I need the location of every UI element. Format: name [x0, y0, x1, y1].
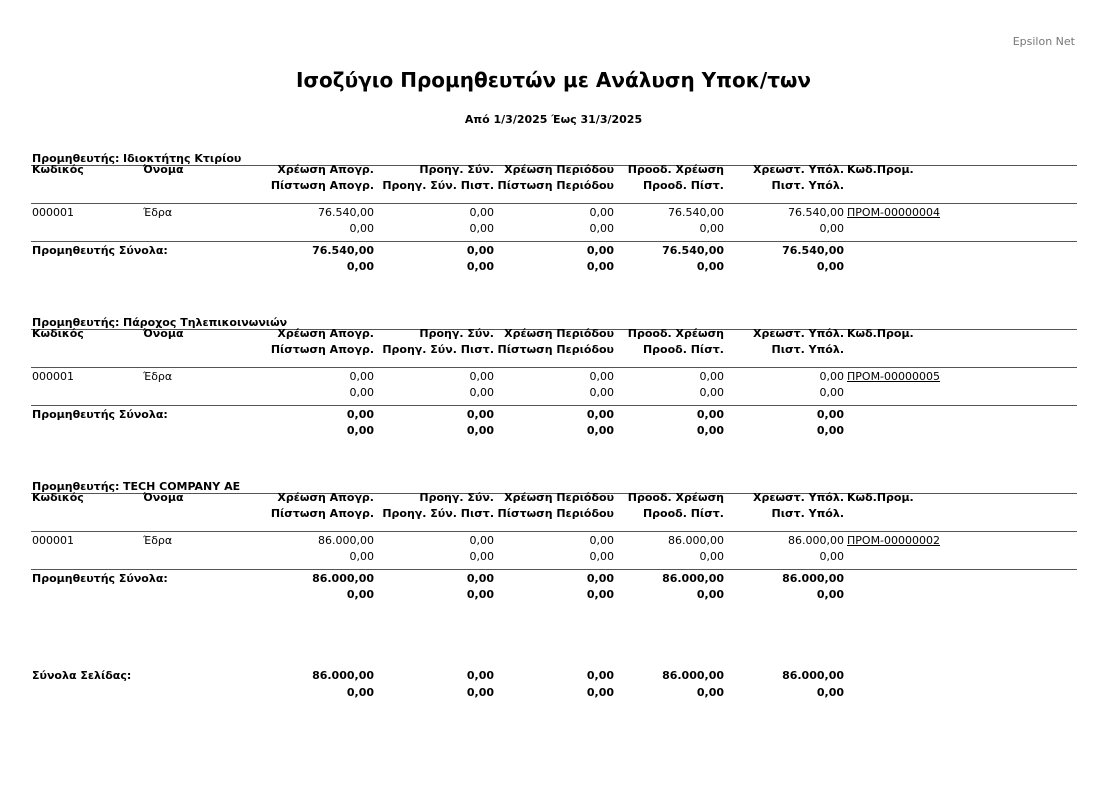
- col-supplier-code: Κωδ.Προμ.: [847, 327, 914, 340]
- total-bal-credit: 0,00: [816, 424, 844, 437]
- header-bottom-rule: [31, 531, 1077, 532]
- supplier-heading-label: Προμηθευτής:: [32, 316, 120, 329]
- supplier-name: Πάροχος Τηλεπικοινωνιών: [123, 316, 288, 329]
- row-prev-credit: 0,00: [469, 550, 494, 563]
- row-name: Έδρα: [143, 206, 173, 219]
- row-period-debit: 0,00: [589, 206, 614, 219]
- totals-rule: [31, 569, 1077, 570]
- col-code: Κωδικός: [32, 491, 84, 504]
- row-cum-credit: 0,00: [699, 550, 724, 563]
- col-period-debit: Χρέωση Περιόδου: [504, 327, 614, 340]
- total-bal-credit: 0,00: [816, 588, 844, 601]
- col-supplier-code: Κωδ.Προμ.: [847, 491, 914, 504]
- total-period-credit: 0,00: [586, 260, 614, 273]
- supplier-section: [0, 479, 1097, 609]
- col-credit-opening: Πίστωση Απογρ.: [270, 179, 374, 192]
- col-period-debit: Χρέωση Περιόδου: [504, 163, 614, 176]
- total-bal-debit: 76.540,00: [782, 244, 844, 257]
- supplier-totals-label: Προμηθευτής Σύνολα:: [32, 408, 168, 421]
- row-code: 000001: [32, 206, 74, 219]
- col-cum-credit: Προοδ. Πίστ.: [642, 507, 724, 520]
- brand-label: Epsilon Net: [1012, 35, 1075, 48]
- row-cum-debit: 0,00: [699, 370, 724, 383]
- col-bal-credit: Πιστ. Υπόλ.: [771, 179, 844, 192]
- page-total-value: 0,00: [586, 669, 614, 682]
- row-debit-opening: 76.540,00: [318, 206, 374, 219]
- total-period-credit: 0,00: [586, 424, 614, 437]
- row-cum-credit: 0,00: [699, 222, 724, 235]
- col-credit-opening: Πίστωση Απογρ.: [270, 343, 374, 356]
- total-cum-credit: 0,00: [696, 588, 724, 601]
- col-code: Κωδικός: [32, 163, 84, 176]
- supplier-totals-label: Προμηθευτής Σύνολα:: [32, 244, 168, 257]
- row-bal-credit: 0,00: [819, 550, 844, 563]
- row-code: 000001: [32, 370, 74, 383]
- col-cum-debit: Προοδ. Χρέωση: [627, 327, 724, 340]
- col-bal-debit: Χρεωστ. Υπόλ.: [753, 163, 844, 176]
- col-period-debit: Χρέωση Περιόδου: [504, 491, 614, 504]
- row-debit-opening: 0,00: [349, 370, 374, 383]
- total-credit-opening: 0,00: [346, 424, 374, 437]
- row-prev-credit: 0,00: [469, 386, 494, 399]
- col-name: Όνομα: [143, 327, 184, 340]
- col-bal-debit: Χρεωστ. Υπόλ.: [753, 491, 844, 504]
- row-bal-debit: 76.540,00: [788, 206, 844, 219]
- header-bottom-rule: [31, 367, 1077, 368]
- total-cum-credit: 0,00: [696, 260, 724, 273]
- total-prev-debit: 0,00: [466, 572, 494, 585]
- supplier-code-link[interactable]: ΠΡΟΜ-00000005: [847, 370, 941, 383]
- supplier-section: [0, 315, 1097, 445]
- row-period-debit: 0,00: [589, 370, 614, 383]
- total-credit-opening: 0,00: [346, 588, 374, 601]
- supplier-section: [0, 151, 1097, 281]
- total-prev-credit: 0,00: [466, 424, 494, 437]
- total-credit-opening: 0,00: [346, 260, 374, 273]
- total-bal-credit: 0,00: [816, 260, 844, 273]
- page-total-value: 86.000,00: [312, 669, 374, 682]
- row-name: Έδρα: [143, 370, 173, 383]
- supplier-totals-label: Προμηθευτής Σύνολα:: [32, 572, 168, 585]
- supplier-name: TECH COMPANY AE: [123, 480, 241, 493]
- total-cum-debit: 76.540,00: [662, 244, 724, 257]
- col-bal-debit: Χρεωστ. Υπόλ.: [753, 327, 844, 340]
- row-prev-debit: 0,00: [469, 534, 494, 547]
- col-debit-opening: Χρέωση Απογρ.: [277, 163, 374, 176]
- col-cum-credit: Προοδ. Πίστ.: [642, 179, 724, 192]
- total-period-debit: 0,00: [586, 572, 614, 585]
- total-cum-debit: 86.000,00: [662, 572, 724, 585]
- col-cum-credit: Προοδ. Πίστ.: [642, 343, 724, 356]
- total-prev-credit: 0,00: [466, 260, 494, 273]
- total-cum-debit: 0,00: [696, 408, 724, 421]
- page-total-value: 0,00: [696, 686, 724, 699]
- supplier-code-link[interactable]: ΠΡΟΜ-00000002: [847, 534, 941, 547]
- total-cum-credit: 0,00: [696, 424, 724, 437]
- total-debit-opening: 86.000,00: [312, 572, 374, 585]
- page-totals: [0, 668, 1097, 798]
- col-debit-opening: Χρέωση Απογρ.: [277, 491, 374, 504]
- supplier-code-link[interactable]: ΠΡΟΜ-00000004: [847, 206, 941, 219]
- col-period-credit: Πίστωση Περιόδου: [497, 343, 614, 356]
- col-prev-debit: Προηγ. Σύν.: [419, 491, 494, 504]
- row-cum-credit: 0,00: [699, 386, 724, 399]
- row-period-debit: 0,00: [589, 534, 614, 547]
- page-totals-label: Σύνολα Σελίδας:: [32, 669, 132, 682]
- page-total-value: 0,00: [816, 686, 844, 699]
- page-total-value: 0,00: [586, 686, 614, 699]
- row-prev-debit: 0,00: [469, 206, 494, 219]
- col-name: Όνομα: [143, 163, 184, 176]
- col-prev-credit: Προηγ. Σύν. Πιστ.: [382, 343, 494, 356]
- row-name: Έδρα: [143, 534, 173, 547]
- row-period-credit: 0,00: [589, 222, 614, 235]
- row-credit-opening: 0,00: [349, 386, 374, 399]
- total-period-credit: 0,00: [586, 588, 614, 601]
- total-bal-debit: 86.000,00: [782, 572, 844, 585]
- total-debit-opening: 76.540,00: [312, 244, 374, 257]
- col-period-credit: Πίστωση Περιόδου: [497, 179, 614, 192]
- header-bottom-rule: [31, 203, 1077, 204]
- supplier-heading-label: Προμηθευτής:: [32, 152, 120, 165]
- row-bal-credit: 0,00: [819, 386, 844, 399]
- page-total-value: 86.000,00: [662, 669, 724, 682]
- total-bal-debit: 0,00: [816, 408, 844, 421]
- total-debit-opening: 0,00: [346, 408, 374, 421]
- row-prev-credit: 0,00: [469, 222, 494, 235]
- col-bal-credit: Πιστ. Υπόλ.: [771, 343, 844, 356]
- col-cum-debit: Προοδ. Χρέωση: [627, 163, 724, 176]
- page-total-value: 0,00: [466, 686, 494, 699]
- col-prev-debit: Προηγ. Σύν.: [419, 327, 494, 340]
- row-period-credit: 0,00: [589, 386, 614, 399]
- col-prev-credit: Προηγ. Σύν. Πιστ.: [382, 179, 494, 192]
- row-period-credit: 0,00: [589, 550, 614, 563]
- row-credit-opening: 0,00: [349, 222, 374, 235]
- row-bal-debit: 0,00: [819, 370, 844, 383]
- totals-rule: [31, 405, 1077, 406]
- col-code: Κωδικός: [32, 327, 84, 340]
- report-period: Από 1/3/2025 Έως 31/3/2025: [464, 113, 643, 126]
- col-period-credit: Πίστωση Περιόδου: [497, 507, 614, 520]
- row-debit-opening: 86.000,00: [318, 534, 374, 547]
- col-supplier-code: Κωδ.Προμ.: [847, 163, 914, 176]
- page-total-value: 0,00: [466, 669, 494, 682]
- col-cum-debit: Προοδ. Χρέωση: [627, 491, 724, 504]
- page-total-value: 86.000,00: [782, 669, 844, 682]
- col-prev-debit: Προηγ. Σύν.: [419, 163, 494, 176]
- row-cum-debit: 76.540,00: [668, 206, 724, 219]
- total-period-debit: 0,00: [586, 244, 614, 257]
- supplier-heading-label: Προμηθευτής:: [32, 480, 120, 493]
- total-prev-debit: 0,00: [466, 408, 494, 421]
- row-prev-debit: 0,00: [469, 370, 494, 383]
- totals-rule: [31, 241, 1077, 242]
- col-debit-opening: Χρέωση Απογρ.: [277, 327, 374, 340]
- page-total-value: 0,00: [346, 686, 374, 699]
- report-title: Ισοζύγιο Προμηθευτών με Ανάλυση Υποκ/των: [296, 68, 811, 92]
- col-name: Όνομα: [143, 491, 184, 504]
- col-prev-credit: Προηγ. Σύν. Πιστ.: [382, 507, 494, 520]
- row-code: 000001: [32, 534, 74, 547]
- row-bal-credit: 0,00: [819, 222, 844, 235]
- supplier-name: Ιδιοκτήτης Κτιρίου: [123, 152, 242, 165]
- col-credit-opening: Πίστωση Απογρ.: [270, 507, 374, 520]
- row-credit-opening: 0,00: [349, 550, 374, 563]
- row-cum-debit: 86.000,00: [668, 534, 724, 547]
- col-bal-credit: Πιστ. Υπόλ.: [771, 507, 844, 520]
- total-period-debit: 0,00: [586, 408, 614, 421]
- total-prev-credit: 0,00: [466, 588, 494, 601]
- total-prev-debit: 0,00: [466, 244, 494, 257]
- row-bal-debit: 86.000,00: [788, 534, 844, 547]
